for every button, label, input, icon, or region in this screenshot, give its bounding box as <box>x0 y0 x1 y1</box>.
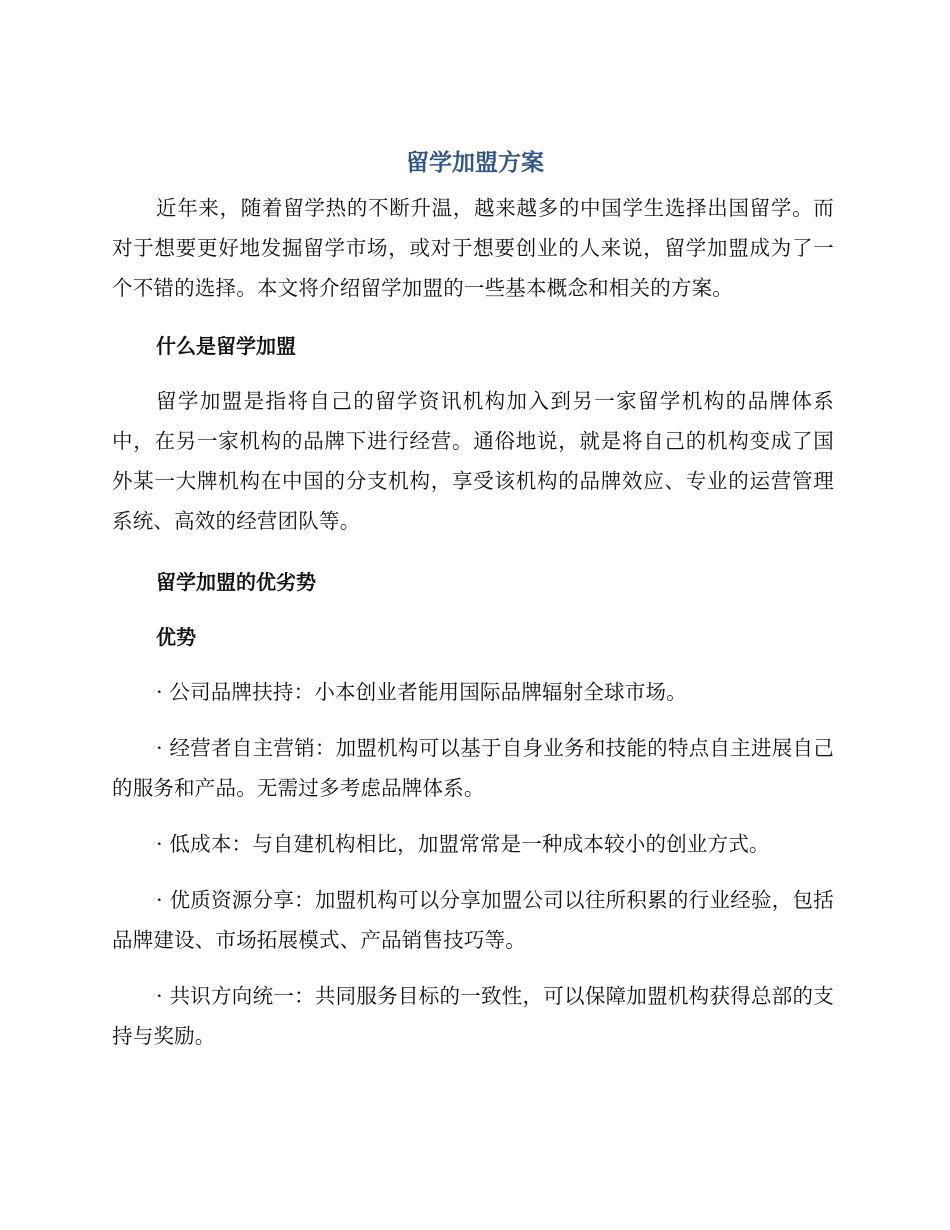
section-body-what-is: 留学加盟是指将自己的留学资讯机构加入到另一家留学机构的品牌体系中，在另一家机构的品牌下进行经营。通俗地说，就是将自己的机构变成了国外某一大牌机构在中国的分支机构，享受该机构的品牌效应、专业的运营管理系统、高效的经营团队等。 <box>112 389 834 533</box>
list-item: · 经营者自主营销：加盟机构可以基于自身业务和技能的特点自主进展自己的服务和产品。无需过多考虑品牌体系。 <box>112 736 834 800</box>
list-item: · 优质资源分享：加盟机构可以分享加盟公司以往所积累的行业经验，包括品牌建设、市场拓展模式、产品销售技巧等。 <box>112 888 834 952</box>
intro-paragraph: 近年来，随着留学热的不断升温，越来越多的中国学生选择出国留学。而对于想要更好地发掘留学市场，或对于想要创业的人来说，留学加盟成为了一个不错的选择。本文将介绍留学加盟的一些基本概念和相关的方案。 <box>112 196 834 300</box>
list-item: · 公司品牌扶持：小本创业者能用国际品牌辐射全球市场。 <box>156 680 687 704</box>
list-item: · 共识方向统一：共同服务目标的一致性，可以保障加盟机构获得总部的支持与奖励。 <box>112 984 834 1048</box>
section-heading-what-is: 什么是留学加盟 <box>156 334 296 358</box>
document-title: 留学加盟方案 <box>406 150 544 176</box>
list-item: · 低成本：与自建机构相比，加盟常常是一种成本较小的创业方式。 <box>156 832 770 856</box>
subheading-advantages: 优势 <box>156 625 196 649</box>
section-heading-pros-cons: 留学加盟的优劣势 <box>156 570 316 594</box>
